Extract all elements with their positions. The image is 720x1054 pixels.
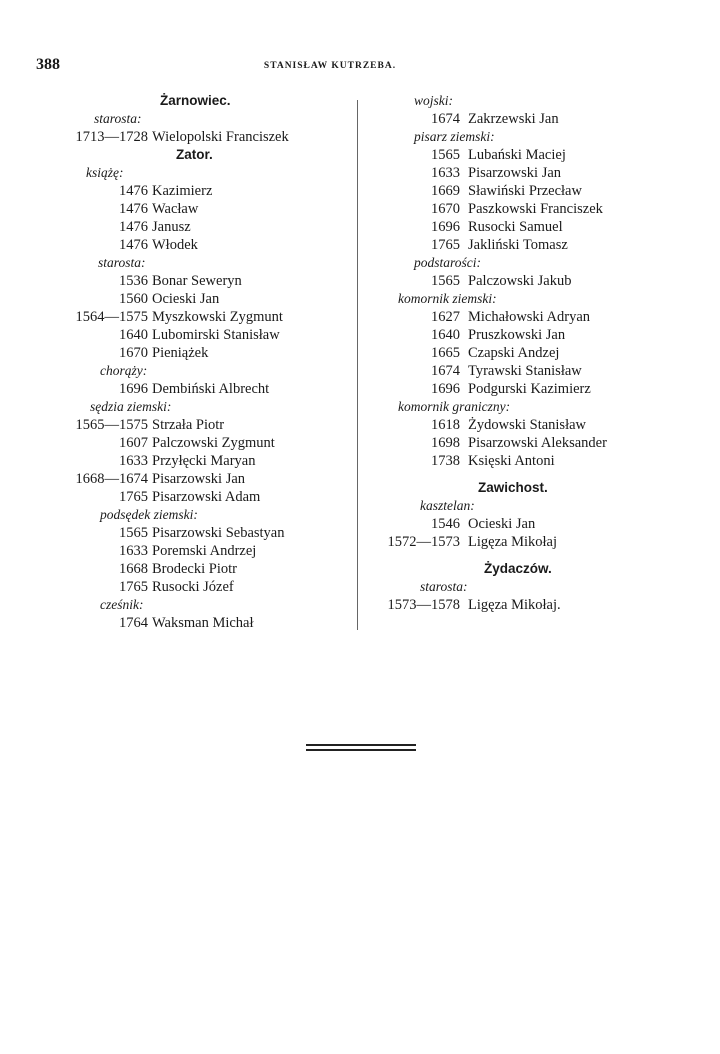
register-entry xyxy=(378,533,668,551)
register-entry xyxy=(378,326,668,344)
register-entry xyxy=(40,542,340,560)
entry-year: 1633 xyxy=(431,165,460,181)
entry-year: 1476 xyxy=(119,237,148,253)
entry-name: Poremski Andrzej xyxy=(152,543,257,559)
office-title: podsędek ziemski: xyxy=(100,507,198,522)
register-entry xyxy=(378,164,668,182)
left-column xyxy=(40,92,340,632)
page-number: 388 xyxy=(36,56,60,73)
entry-name: Rusocki Józef xyxy=(152,579,234,595)
office-title: starosta: xyxy=(94,111,142,126)
entry-name: Palczowski Jakub xyxy=(468,273,572,289)
register-entry xyxy=(378,272,668,290)
entry-name: Brodecki Piotr xyxy=(152,561,237,577)
register-entry xyxy=(40,416,340,434)
entry-year: 1738 xyxy=(431,453,460,469)
entry-year: 1668 xyxy=(119,561,148,577)
entry-name: Palczowski Zygmunt xyxy=(152,435,275,451)
register-entry xyxy=(40,560,340,578)
entry-year: 1536 xyxy=(119,273,148,289)
entry-year: 1640 xyxy=(431,327,460,343)
entry-name: Rusocki Samuel xyxy=(468,219,563,235)
entry-year: 1670 xyxy=(431,201,460,217)
register-entry xyxy=(378,236,668,254)
entry-name: Waksman Michał xyxy=(152,615,254,631)
entry-year: 1696 xyxy=(431,381,460,397)
register-entry xyxy=(40,452,340,470)
entry-name: Pruszkowski Jan xyxy=(468,327,566,343)
entry-name: Ligęza Mikołaj xyxy=(468,534,557,550)
entry-name: Sławiński Przecław xyxy=(468,183,582,199)
entry-year: 1764 xyxy=(119,615,148,631)
right-column xyxy=(378,92,668,614)
register-entry xyxy=(40,308,340,326)
entry-name: Wacław xyxy=(152,201,199,217)
entry-year: 1607 xyxy=(119,435,148,451)
office-title: starosta: xyxy=(420,579,468,594)
entry-name: Księski Antoni xyxy=(468,453,555,469)
entry-name: Strzała Piotr xyxy=(152,417,225,433)
register-entry xyxy=(40,218,340,236)
entry-name: Ocieski Jan xyxy=(468,516,536,532)
entry-name: Tyrawski Stanisław xyxy=(468,363,582,379)
entry-name: Myszkowski Zygmunt xyxy=(152,309,283,325)
entry-name: Kazimierz xyxy=(152,183,213,199)
register-entry xyxy=(378,596,668,614)
entry-year: 1564—1575 xyxy=(75,309,148,325)
register-entry xyxy=(40,488,340,506)
office-title: komornik graniczny: xyxy=(398,399,511,414)
entry-name: Włodek xyxy=(152,237,198,253)
entry-year: 1546 xyxy=(431,516,460,532)
office-title: podstarości: xyxy=(414,255,481,270)
office-title: pisarz ziemski: xyxy=(414,129,495,144)
entry-name: Pisarzowski Sebastyan xyxy=(152,525,285,541)
entry-name: Ligęza Mikołaj. xyxy=(468,597,561,613)
entry-year: 1674 xyxy=(431,363,460,379)
entry-year: 1765 xyxy=(431,237,460,253)
register-entry xyxy=(40,524,340,542)
entry-year: 1698 xyxy=(431,435,460,451)
register-entry xyxy=(40,182,340,200)
entry-year: 1476 xyxy=(119,201,148,217)
register-entry xyxy=(378,110,668,128)
entry-year: 1765 xyxy=(119,579,148,595)
place-heading: Żarnowiec. xyxy=(160,93,231,108)
entry-year: 1640 xyxy=(119,327,148,343)
register-entry xyxy=(40,614,340,632)
entry-name: Wielopolski Franciszek xyxy=(152,129,289,145)
entry-year: 1618 xyxy=(431,417,460,433)
entry-year: 1565 xyxy=(431,147,460,163)
register-entry xyxy=(40,470,340,488)
entry-year: 1633 xyxy=(119,543,148,559)
register-entry xyxy=(40,290,340,308)
entry-year: 1696 xyxy=(119,381,148,397)
register-entry xyxy=(40,344,340,362)
entry-year: 1633 xyxy=(119,453,148,469)
entry-year: 1476 xyxy=(119,183,148,199)
entry-name: Bonar Seweryn xyxy=(152,273,242,289)
office-title: cześnik: xyxy=(100,597,144,612)
entry-year: 1665 xyxy=(431,345,460,361)
end-rule-bottom xyxy=(306,749,416,751)
office-title: starosta: xyxy=(98,255,146,270)
office-title: komornik ziemski: xyxy=(398,291,497,306)
entry-name: Żydowski Stanisław xyxy=(468,417,587,433)
register-entry xyxy=(378,344,668,362)
entry-name: Pisarzowski Aleksander xyxy=(468,435,607,451)
office-title: chorąży: xyxy=(100,363,148,378)
entry-year: 1565 xyxy=(431,273,460,289)
running-head: STANISŁAW KUTRZEBA. xyxy=(263,61,397,71)
entry-year: 1668—1674 xyxy=(75,471,148,487)
entry-name: Paszkowski Franciszek xyxy=(468,201,603,217)
entry-name: Podgurski Kazimierz xyxy=(468,381,591,397)
entry-name: Dembiński Albrecht xyxy=(152,381,270,397)
register-entry xyxy=(378,380,668,398)
entry-name: Jakliński Tomasz xyxy=(468,237,568,253)
entry-name: Ocieski Jan xyxy=(152,291,220,307)
register-entry xyxy=(378,308,668,326)
register-entry xyxy=(40,200,340,218)
entry-name: Lubomirski Stanisław xyxy=(152,327,280,343)
register-entry xyxy=(378,416,668,434)
end-rule-top xyxy=(306,744,416,746)
register-entry xyxy=(378,200,668,218)
register-entry xyxy=(40,380,340,398)
entry-name: Pisarzowski Adam xyxy=(152,489,261,505)
entry-year: 1713—1728 xyxy=(75,129,148,145)
register-entry xyxy=(40,326,340,344)
entry-name: Pisarzowski Jan xyxy=(152,471,246,487)
entry-name: Michałowski Adryan xyxy=(468,309,591,325)
entry-name: Janusz xyxy=(152,219,191,235)
spacer xyxy=(378,470,668,479)
place-heading: Zator. xyxy=(176,147,213,162)
register-entry xyxy=(378,218,668,236)
entry-year: 1573—1578 xyxy=(387,597,460,613)
register-entry xyxy=(378,434,668,452)
entry-year: 1572—1573 xyxy=(387,534,460,550)
entry-name: Zakrzewski Jan xyxy=(468,111,559,127)
register-entry xyxy=(40,272,340,290)
entry-year: 1674 xyxy=(431,111,460,127)
entry-year: 1670 xyxy=(119,345,148,361)
entry-year: 1565—1575 xyxy=(75,417,148,433)
register-entry xyxy=(378,362,668,380)
column-divider xyxy=(357,100,358,630)
register-entry xyxy=(40,128,340,146)
entry-name: Przyłęcki Maryan xyxy=(152,453,256,469)
register-entry xyxy=(40,236,340,254)
register-entry xyxy=(378,146,668,164)
entry-year: 1560 xyxy=(119,291,148,307)
entry-name: Pieniążek xyxy=(152,345,209,361)
entry-year: 1669 xyxy=(431,183,460,199)
register-entry xyxy=(40,578,340,596)
office-title: wojski: xyxy=(414,93,453,108)
entry-year: 1565 xyxy=(119,525,148,541)
entry-name: Czapski Andzej xyxy=(468,345,560,361)
place-heading: Żydaczów. xyxy=(484,561,552,576)
entry-name: Lubański Maciej xyxy=(468,147,566,163)
entry-name: Pisarzowski Jan xyxy=(468,165,562,181)
register-entry xyxy=(378,182,668,200)
entry-year: 1765 xyxy=(119,489,148,505)
office-title: kasztelan: xyxy=(420,498,475,513)
register-entry xyxy=(378,515,668,533)
entry-year: 1476 xyxy=(119,219,148,235)
office-title: sędzia ziemski: xyxy=(90,399,172,414)
entry-year: 1696 xyxy=(431,219,460,235)
register-entry xyxy=(40,434,340,452)
register-entry xyxy=(378,452,668,470)
entry-year: 1627 xyxy=(431,309,460,325)
place-heading: Zawichost. xyxy=(478,480,548,495)
spacer xyxy=(378,551,668,560)
office-title: książę: xyxy=(86,165,124,180)
